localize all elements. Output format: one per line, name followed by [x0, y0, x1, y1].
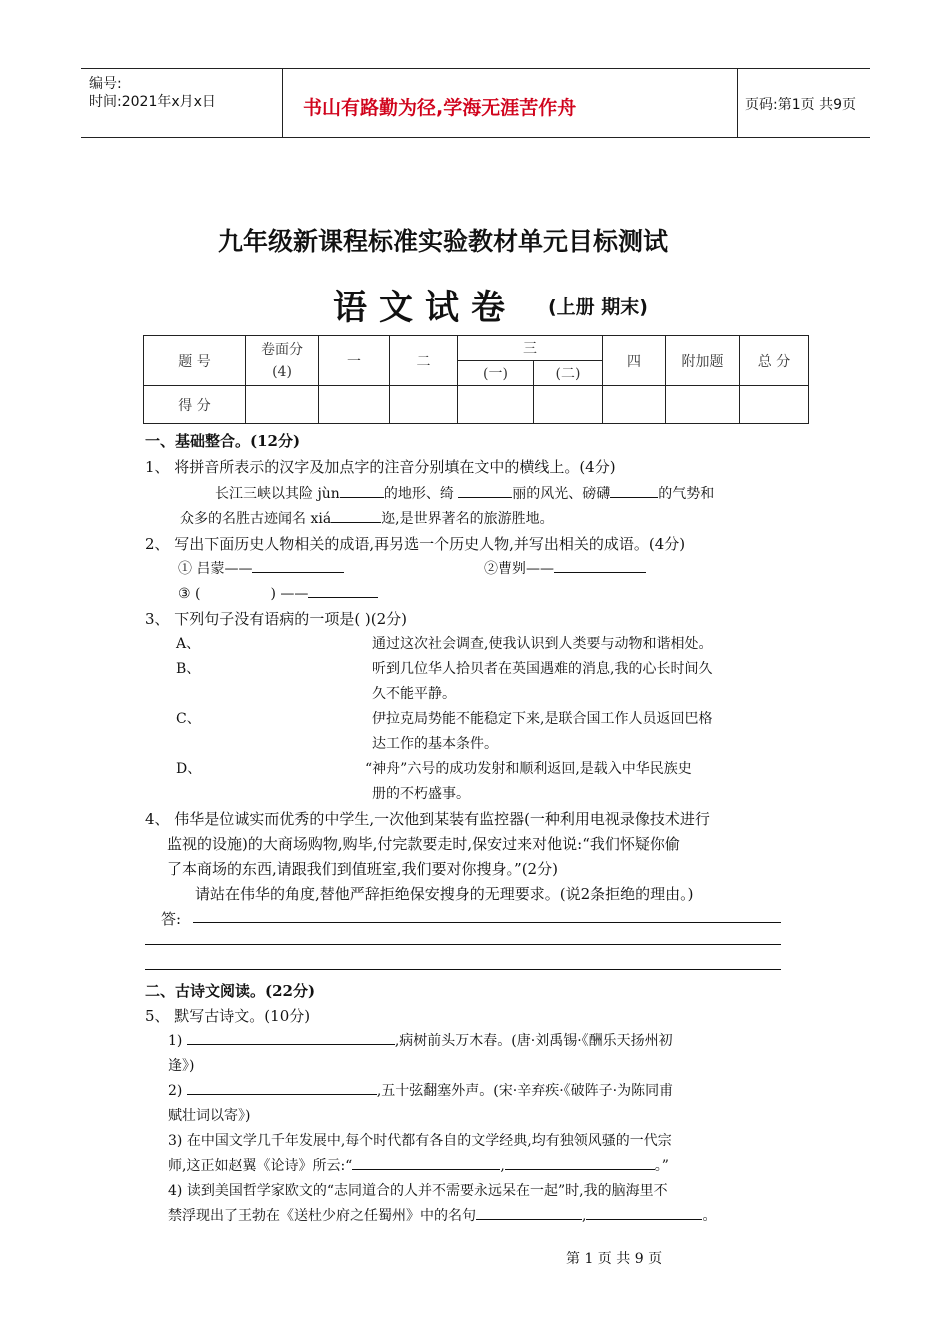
- score-cell[interactable]: [458, 386, 534, 424]
- q3-option-b-text: 听到几位华人拾贝者在英国遇难的消息,我的心长时间久: [372, 661, 713, 677]
- q1-l2a: 众多的名胜古迹闻名 xiá: [180, 511, 332, 527]
- col-3b: (二): [534, 361, 603, 386]
- motto-text: 书山有路勤为径,学海无涯苦作舟: [303, 97, 577, 119]
- score-cell[interactable]: [534, 386, 603, 424]
- q4-line4: 请站在伟华的角度,替他严辞拒绝保安搜身的无理要求。(说2条拒绝的理由。): [195, 885, 694, 903]
- q1-stem: 1、 将拼音所表示的汉字及加点字的注音分别填在文中的横线上。(4分): [145, 458, 616, 476]
- q5-blank[interactable]: [187, 1030, 395, 1045]
- q5-i4-d: 。: [702, 1208, 717, 1224]
- q3-option-c-text2: 达工作的基本条件。: [372, 736, 498, 752]
- q5-i4-c: ,: [582, 1208, 587, 1224]
- q3-stem: 3、 下列句子没有语病的一项是( )(2分): [145, 610, 408, 628]
- score-cell[interactable]: [390, 386, 458, 424]
- q3-option-a-text: 通过这次社会调查,使我认识到人类要与动物和谐相处。: [372, 636, 713, 652]
- q1-l2b: 迩,是世界著名的旅游胜地。: [381, 511, 554, 527]
- q5-i4-line2: [168, 1205, 716, 1225]
- q2-blank[interactable]: [554, 558, 646, 573]
- q4-answer-line[interactable]: [193, 922, 781, 923]
- q4-answer-line[interactable]: [145, 944, 781, 945]
- code-label: 编号:: [89, 76, 122, 92]
- score-table: [143, 335, 809, 424]
- q5-i1-text: ,病树前头万木春。(唐·刘禹锡·《酬乐天扬州初: [394, 1033, 673, 1049]
- q3-option-c-text: 伊拉克局势能不能稳定下来,是联合国工作人员返回巴格: [372, 711, 713, 727]
- col-3: 三: [458, 336, 603, 361]
- page-footer: 第 1 页 共 9 页: [566, 1251, 663, 1267]
- score-cell[interactable]: [666, 386, 740, 424]
- q1-blank[interactable]: [331, 508, 381, 523]
- q4-line2: 监视的设施)的大商场购物,购毕,付完款要走时,保安过来对他说:“我们怀疑你偷: [167, 835, 680, 853]
- header-page-info: [737, 69, 870, 137]
- q4-answer-label: 答:: [161, 910, 182, 928]
- q4-line3: 了本商场的东西,请跟我们到值班室,我们要对你搜身。”(2分): [167, 860, 558, 878]
- page-info: 页码:第1页 共9页: [745, 97, 856, 113]
- q2-blank[interactable]: [308, 583, 378, 598]
- col-1: 一: [319, 336, 390, 386]
- q5-i1-num: 1): [168, 1033, 183, 1049]
- exam-subject: 语文试卷: [333, 288, 517, 328]
- q3-option-d-text2: 册的不朽盛事。: [372, 786, 470, 802]
- q1-l1a: 长江三峡以其险 jùn: [215, 486, 340, 502]
- score-cell[interactable]: [319, 386, 390, 424]
- q5-blank[interactable]: [586, 1205, 702, 1220]
- q2-item3: [178, 583, 378, 602]
- col-3a: (一): [458, 361, 534, 386]
- q5-blank[interactable]: [476, 1205, 582, 1220]
- q5-blank[interactable]: [187, 1080, 377, 1095]
- date-label: 时间:2021年x月x日: [89, 94, 216, 110]
- q2-item2-text: ②曹刿——: [484, 561, 554, 577]
- page-header: [81, 68, 870, 138]
- q3-option-b-text2: 久不能平静。: [372, 686, 456, 702]
- q1-l1d: 的气势和: [658, 486, 715, 502]
- q5-blank[interactable]: [352, 1155, 500, 1170]
- exam-term: (上册 期末): [548, 296, 648, 318]
- q3-option-c-label: C、: [176, 711, 201, 727]
- q5-i1-cont: 逢》): [168, 1058, 195, 1074]
- q5-i2-cont: 赋壮词以寄》): [168, 1108, 251, 1124]
- q3-option-b-label: B、: [176, 661, 201, 677]
- score-cell[interactable]: [603, 386, 666, 424]
- q1-l1b: 的地形、绮: [383, 486, 454, 502]
- q2-blank[interactable]: [252, 558, 344, 573]
- q3-option-d-label: D、: [176, 761, 202, 777]
- col-juanmian: [246, 336, 319, 386]
- col-4: 四: [603, 336, 666, 386]
- q1-line1: [215, 483, 714, 503]
- header-meta: [81, 69, 282, 137]
- header-motto: [282, 69, 738, 137]
- col-2: 二: [390, 336, 458, 386]
- score-cell[interactable]: [740, 386, 809, 424]
- q5-stem: 5、 默写古诗文。(10分): [145, 1007, 311, 1025]
- q5-i4-line1: 4) 读到美国哲学家欧文的“志同道合的人并不需要永远呆在一起”时,我的脑海里不: [168, 1183, 668, 1199]
- q5-item1: [168, 1030, 673, 1050]
- q2-stem: 2、 写出下面历史人物相关的成语,再另选一个历史人物,并写出相关的成语。(4分): [145, 535, 686, 553]
- q1-blank[interactable]: [610, 483, 658, 498]
- section2-heading: 二、古诗文阅读。(22分): [145, 982, 316, 1000]
- q5-i4-b: 禁浮现出了王勃在《送杜少府之任蜀州》中的名句: [168, 1208, 476, 1224]
- q5-blank[interactable]: [505, 1155, 655, 1170]
- q4-answer-line[interactable]: [145, 969, 781, 970]
- q5-i2-num: 2): [168, 1083, 183, 1099]
- q5-i3-line1: 3) 在中国文学几千年发展中,每个时代都有各自的文学经典,均有独领风骚的一代宗: [168, 1133, 672, 1149]
- q4-line1: 4、 伟华是位诚实而优秀的中学生,一次他到某装有监控器(一种利用电视录像技术进行: [145, 810, 710, 828]
- q5-i3-b: 师,这正如赵翼《论诗》所云:“: [168, 1158, 353, 1174]
- col-extra: 附加题: [666, 336, 740, 386]
- q1-blank[interactable]: [458, 483, 512, 498]
- row-score-label: 得 分: [144, 386, 246, 424]
- col-total: 总 分: [740, 336, 809, 386]
- col-juanmian-label: 卷面分: [261, 341, 303, 358]
- q1-line2: [180, 508, 554, 528]
- q5-item2: [168, 1080, 673, 1100]
- q2-item1-text: ① 吕蒙——: [178, 561, 253, 577]
- q5-i3-line2: [168, 1155, 669, 1175]
- q1-blank[interactable]: [340, 483, 384, 498]
- score-cell[interactable]: [246, 386, 319, 424]
- q3-option-d-text: “神舟”六号的成功发射和顺利返回,是载入中华民族史: [365, 761, 692, 777]
- q2-item1: [178, 558, 344, 578]
- q2-item3-a: ③ (: [178, 586, 201, 602]
- q2-item3-b: ) ——: [270, 586, 309, 602]
- section1-heading: 一、基础整合。(12分): [145, 432, 301, 450]
- q5-i3-d: 。”: [654, 1158, 669, 1174]
- q5-i2-text: ,五十弦翻塞外声。(宋·辛弃疾·《破阵子·为陈同甫: [376, 1083, 674, 1099]
- q1-l1c: 丽的风光、磅礴: [512, 486, 611, 502]
- q2-item2: [484, 558, 646, 578]
- col-tihao: 题 号: [144, 336, 246, 386]
- q5-i3-c: ,: [500, 1158, 505, 1174]
- col-juanmian-sub: (4): [272, 363, 292, 380]
- q3-option-a-label: A、: [176, 636, 201, 652]
- exam-title: 九年级新课程标准实验教材单元目标测试: [218, 227, 669, 256]
